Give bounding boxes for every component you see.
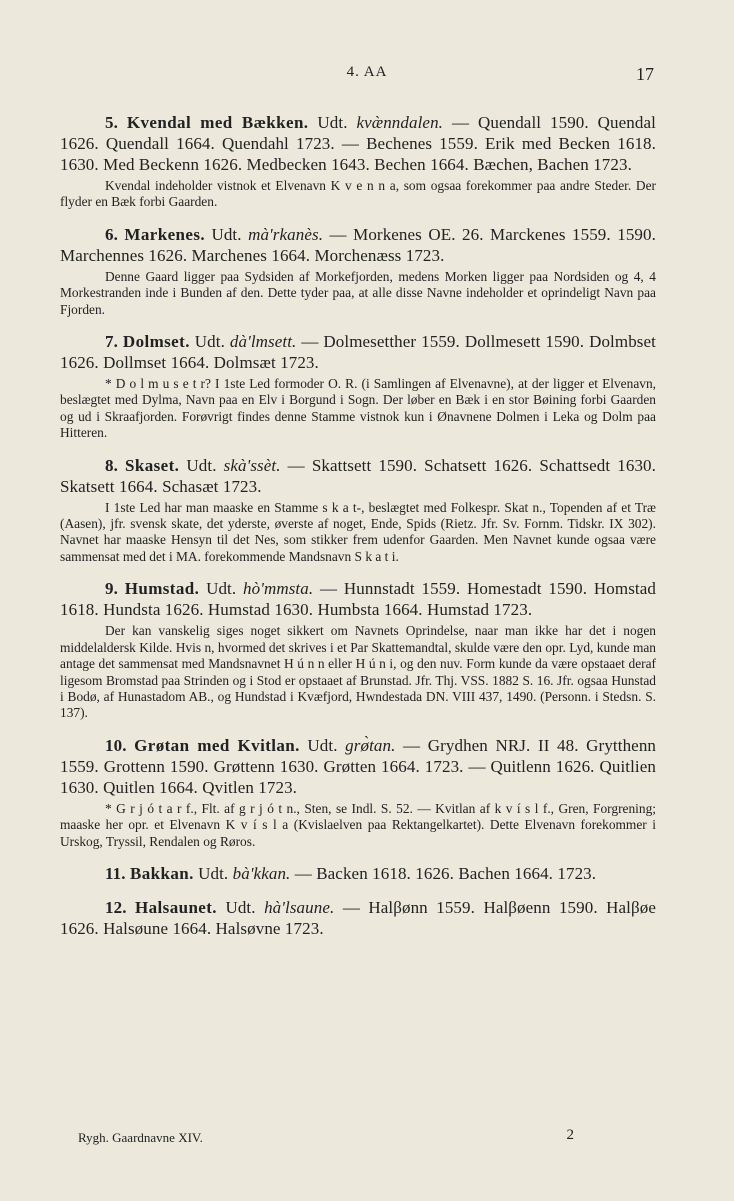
farm-entry [60,897,656,939]
historical-forms: — Skattsett 1590. Schatsett 1626. Schattsedt 1630. Skatsett 1664. Schasæt 1723. [60,455,657,496]
pronunciation-label: Udt. [186,455,217,475]
pronunciation: bà'kkan. [232,863,291,883]
entry-main-text [60,735,656,798]
historical-forms: — Grydhen NRJ. II 48. Grytthenn 1559. Grottenn 1590. Grøttenn 1630. Grøtten 1664. 1723. — Quitlenn 1626. Quitlien 1630. Quitlen 1664. Qvitlen 1723. [60,735,657,797]
entry-number: 6. [105,224,118,244]
farm-entry [60,224,656,318]
pronunciation-label: Udt. [317,113,348,132]
farm-name: Grøtan med Kvitlan. [134,735,300,755]
entry-note: * G r j ó t a r f., Flt. af g r j ó t n., Sten, se Indl. S. 52. — Kvitlan af k v í s l f., Gren, Forgrening; maaske her opr. et Elvenavn K v í s l a (Kvislaelven paa Rektangelkartet). Dette Elvenavn forekommer i Urskog, Tryssil, Rendalen og Røros. [60,800,656,849]
historical-forms: — Quendall 1590. Quendal 1626. Quendall 1664. Quendahl 1723. — Bechenes 1559. Erik med Becken 1618. 1630. Med Beckenn 1626. Medbecken 1643. Bechen 1664. Bæchen, Bachen 1723. [60,113,656,174]
entry-note: Der kan vanskelig siges noget sikkert om Navnets Oprindelse, naar man ikke har det i nogen middelaldersk Kilde. Hvis n, hvormed det skrives i et Par Skattemandtal, skulde være den opr. Lyd, kunde man antage det sammensat med Mandsnavnet H ú n n eller H ú n i, og den nuv. Form kunde da være opstaaet deraf ligesom Bromstad paa Strinden og i Stod er opstaaet af Brunstad. Jfr. Thj. VSS. 1882 S. 16. Jfr. ogsaa Hunstad i Bodø, af Hunastadom AB., og Hundstad i Kvæfjord, Hwndestada DN. VIII 437, 1490. (Personn. i Stedsn. S. 137). [60,623,656,721]
farm-entry [60,331,656,442]
footer-signature: 2 [566,1127,574,1143]
pronunciation: grø̀tan. [345,735,396,755]
farm-entry [60,578,656,721]
pronunciation: skà'ssèt. [223,455,281,475]
entry-note: I 1ste Led har man maaske en Stamme s k a t-, beslægtet med Folkespr. Skat n., Topenden af et Træ (Aasen), jfr. svensk skate, det yderste, øverste af noget, Ende, Spids (Rietz. Jfr. Sv. Fornm. Tidskr. IX 302). Navnet har maaske Hensyn til det Nes, som stikker frem udenfor Gaarden. Men Navnet kunde ogsaa være sammensat med det i MA. forekommende Mandsnavn S k a t i. [60,499,656,564]
historical-forms: — Backen 1618. 1626. Bachen 1664. 1723. [294,863,597,883]
farm-entry [60,112,656,211]
entry-number: 10. [105,735,127,755]
farm-name: Dolmset. [122,332,190,352]
entry-number: 7. [105,332,118,352]
pronunciation: mà'rkanès. [248,224,324,244]
pronunciation: hà'lsaune. [264,897,335,917]
entry-number: 5. [105,113,118,132]
entry-main-text [60,224,656,266]
entry-note: Denne Gaard ligger paa Sydsiden af Morkefjorden, medens Morken ligger paa Nordsiden og 4, 4 Morkestranden inde i Bunden af den. Dette tyder paa, at alle disse Navne indeholder et oprindeligt Navn paa Fjorden. [60,268,656,317]
farm-name: Markenes. [124,224,205,244]
pronunciation-label: Udt. [198,863,229,883]
pronunciation-label: Udt. [307,735,338,755]
farm-name: Humstad. [124,579,200,599]
entry-main-text [60,578,656,620]
page-number: 17 [636,64,654,84]
farm-entry [60,455,656,566]
farm-name: Halsaunet. [135,897,217,917]
farm-name: Kvendal med Bækken. [126,113,309,132]
pronunciation: hò'mmsta. [243,579,314,599]
farm-entry [60,863,656,884]
historical-forms: — Morkenes OE. 26. Marckenes 1559. 1590. Marchennes 1626. Marchenes 1664. Morchenæss 1723. [60,224,656,265]
entry-main-text [60,455,656,497]
entry-number: 12. [105,897,127,917]
entry-main-text [60,331,656,373]
pronunciation-label: Udt. [211,224,242,244]
farm-name: Skaset. [125,455,180,475]
pronunciation: kvæ̀nndalen. [356,113,444,132]
historical-forms: — Hunnstadt 1559. Homestadt 1590. Homstad 1618. Hundsta 1626. Humstad 1630. Humbsta 1664. Humstad 1723. [60,579,656,620]
entry-note: Kvendal indeholder vistnok et Elvenavn K v e n n a, som ogsaa forekommer paa andre Steder. Der flyder en Bæk forbi Gaarden. [60,178,656,210]
entry-main-text [60,863,656,884]
pronunciation-label: Udt. [206,579,237,599]
entry-number: 9. [105,579,118,599]
entry-main-text [60,897,656,939]
pronunciation-label: Udt. [194,332,225,352]
farm-entry [60,735,656,850]
historical-forms: — Dolmesetther 1559. Dollmesett 1590. Dolmbset 1626. Dollmset 1664. Dolmsæt 1723. [60,332,656,373]
historical-forms: — Halβønn 1559. Halβøenn 1590. Halβøe 1626. Halsøune 1664. Halsøvne 1723. [60,897,656,938]
farm-name: Bakkan. [129,863,194,883]
entry-number: 8. [105,455,118,475]
pronunciation: dà'lmsett. [229,332,297,352]
running-header: 4. AA [346,64,388,80]
entries-list [60,112,656,952]
entry-note: * D o l m u s e t r? I 1ste Led formoder O. R. (i Samlingen af Elvenavne), at der ligger et Elvenavn, beslægtet med Dylma, Navn paa en Elv i Borgund i Sogn. Der løber en Bæk i en stor Bøining forbi Gaarden og ud i Skraafjorden. Forøvrigt findes denne Stamme vistnok kun i Ønavnene Dolmen i Leka og Dolm paa Hitteren. [60,376,656,441]
entry-number: 11. [105,863,126,883]
footer-title: Rygh. Gaardnavne XIV. [78,1130,203,1145]
pronunciation-label: Udt. [225,897,256,917]
entry-main-text [60,112,656,175]
